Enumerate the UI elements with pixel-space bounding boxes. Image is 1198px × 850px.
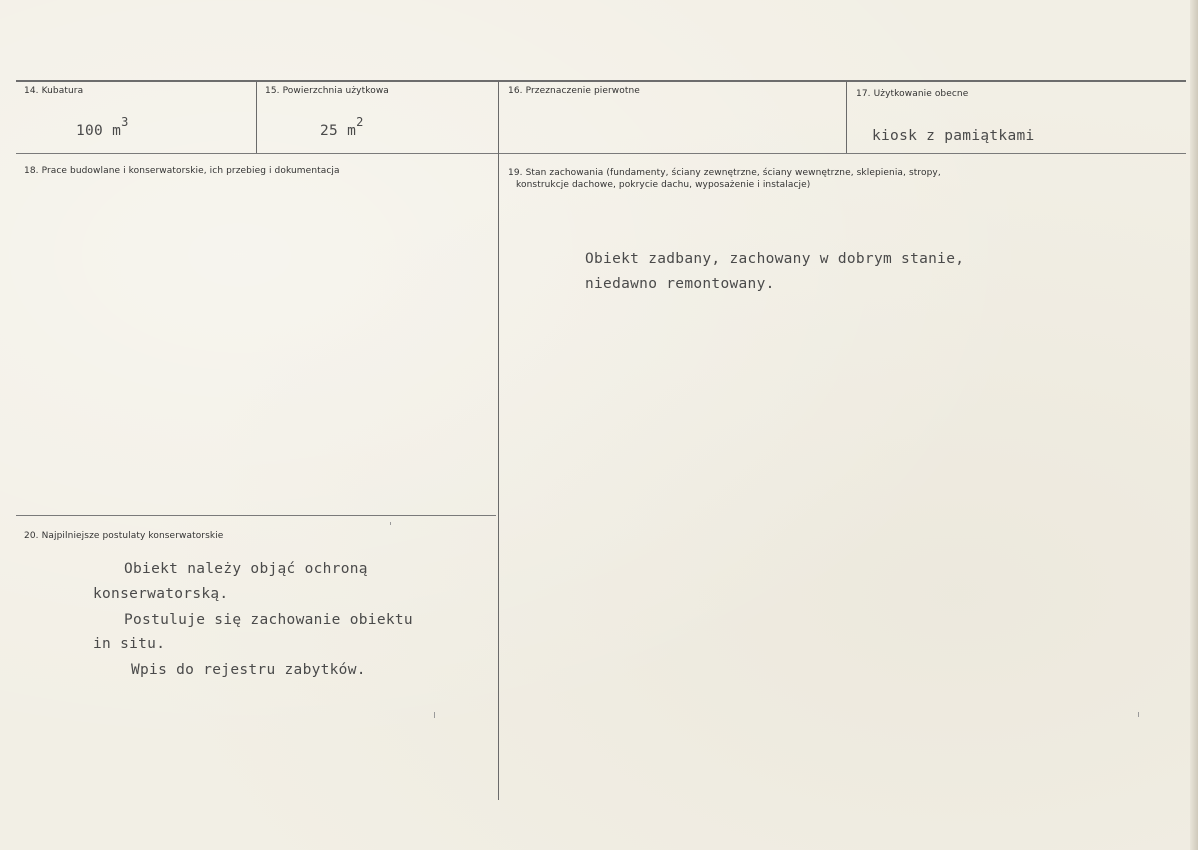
field-20-line-4: in situ. xyxy=(93,636,166,652)
field-19-line-2: niedawno remontowany. xyxy=(585,276,775,292)
main-column-divider xyxy=(498,81,499,800)
row1-bottom-rule xyxy=(16,153,1186,154)
field-20-line-5: Wpis do rejestru zabytków. xyxy=(131,662,366,678)
usable-area-value: 25 m xyxy=(320,122,357,139)
field-16-label: 16. Przeznaczenie pierwotne xyxy=(508,86,640,96)
field-20-line-2: konserwatorską. xyxy=(93,586,229,602)
usable-area-exponent: 2 xyxy=(356,115,364,129)
field-18-label: 18. Prace budowlane i konserwatorskie, ich przebieg i dokumentacja xyxy=(24,166,340,176)
cubature-exponent: 3 xyxy=(121,115,129,129)
field-19-line-1: Obiekt zadbany, zachowany w dobrym stanie, xyxy=(585,251,965,267)
divider-14-15 xyxy=(256,81,257,153)
card-edge-shadow xyxy=(1190,0,1198,850)
paper-speck xyxy=(434,712,435,718)
field18-bottom-rule xyxy=(16,515,496,516)
field-19-label-line2: konstrukcje dachowe, pokrycie dachu, wyposażenie i instalacje) xyxy=(516,180,811,190)
field-17-label: 17. Użytkowanie obecne xyxy=(856,89,969,99)
field-15-label: 15. Powierzchnia użytkowa xyxy=(265,86,389,96)
field-20-line-1: Obiekt należy objąć ochroną xyxy=(124,561,368,577)
field-20-line-3: Postuluje się zachowanie obiektu xyxy=(124,612,413,628)
field-20-label: 20. Najpilniejsze postulaty konserwatorskie xyxy=(24,531,224,541)
divider-16-17 xyxy=(846,81,847,153)
paper-speck xyxy=(390,522,391,525)
field-17-value: kiosk z pamiątkami xyxy=(872,128,1035,144)
cubature-value: 100 m xyxy=(76,122,122,139)
field-14-label: 14. Kubatura xyxy=(24,86,84,96)
field-14-value xyxy=(76,115,129,139)
top-rule xyxy=(16,80,1186,82)
field-19-label-line1: 19. Stan zachowania (fundamenty, ściany zewnętrzne, ściany wewnętrzne, sklepienia, stropy, xyxy=(508,168,941,178)
field-15-value xyxy=(320,115,364,139)
paper-speck xyxy=(1138,712,1139,717)
